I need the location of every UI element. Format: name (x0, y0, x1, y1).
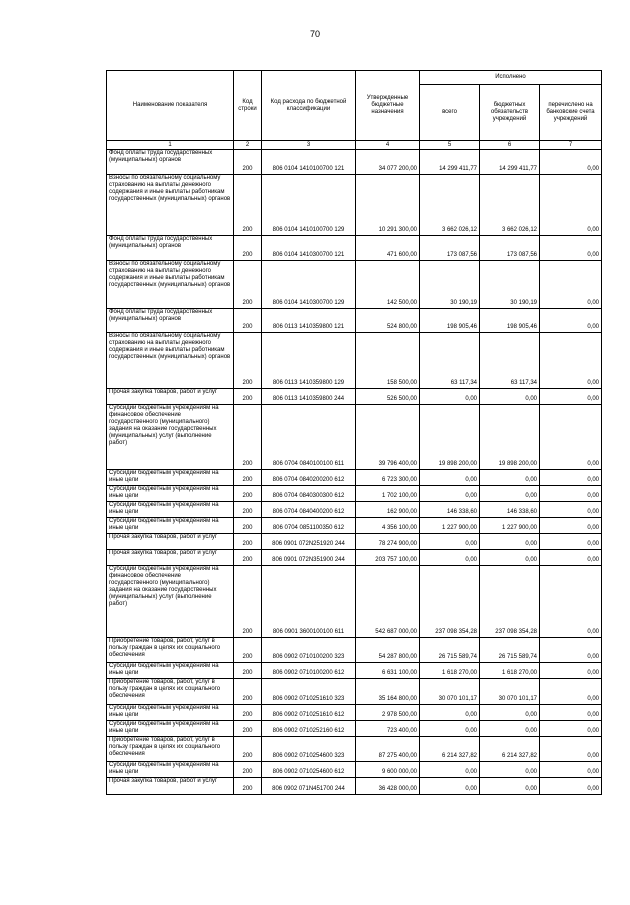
header-approved: Утвержденные бюджетные назначения (356, 71, 420, 141)
row-name: Субсидии бюджетным учреждениям на иные цели (107, 502, 234, 518)
table-row (107, 502, 602, 518)
row-executed-total: 14 299 411,77 (420, 150, 480, 175)
row-name: Прочая закупка товаров, работ и услуг (107, 389, 234, 405)
table-row (107, 550, 602, 566)
row-executed-institutions: 14 299 411,77 (480, 150, 540, 175)
row-transferred-amount: 0,00 (540, 150, 602, 175)
row-line-code: 200 (234, 309, 262, 333)
row-executed-institutions: 0,00 (480, 778, 540, 795)
row-name: Фонд оплаты труда государственных (муниципальных) органов (107, 236, 234, 261)
table-row (107, 175, 602, 236)
row-name: Субсидии бюджетным учреждениям на иные цели (107, 705, 234, 721)
row-executed-institutions: 198 905,46 (480, 309, 540, 333)
row-line-code: 200 (234, 705, 262, 721)
table-row (107, 261, 602, 309)
row-name: Прочая закупка товаров, работ и услуг (107, 778, 234, 795)
row-executed-institutions: 173 087,56 (480, 236, 540, 261)
row-budget-code: 806 0901 072N351900 244 (262, 550, 356, 566)
row-executed-total: 3 662 026,12 (420, 175, 480, 236)
row-approved-amount: 54 287 800,00 (356, 638, 420, 663)
row-budget-code: 806 0902 071N451700 244 (262, 778, 356, 795)
row-transferred-amount: 0,00 (540, 778, 602, 795)
row-executed-total: 0,00 (420, 389, 480, 405)
row-approved-amount: 35 164 800,00 (356, 679, 420, 705)
row-line-code: 200 (234, 550, 262, 566)
row-line-code: 200 (234, 236, 262, 261)
row-budget-code: 806 0704 0851100350 612 (262, 518, 356, 534)
row-executed-total: 19 898 200,00 (420, 405, 480, 470)
row-name: Приобретение товаров, работ, услуг в пользу граждан в целях их социального обеспечения (107, 737, 234, 762)
row-executed-total: 6 214 327,82 (420, 737, 480, 762)
page-number: 70 (309, 29, 320, 39)
header-institutions: бюджетных обязательств учреждений (480, 85, 540, 141)
row-name: Субсидии бюджетным учреждениям на иные цели (107, 518, 234, 534)
header-row-top (107, 71, 602, 85)
row-name: Субсидии бюджетным учреждениям на иные цели (107, 721, 234, 737)
row-transferred-amount: 0,00 (540, 679, 602, 705)
row-budget-code: 806 0704 0840200200 612 (262, 470, 356, 486)
row-approved-amount: 87 275 400,00 (356, 737, 420, 762)
row-line-code: 200 (234, 679, 262, 705)
row-approved-amount: 203 757 100,00 (356, 550, 420, 566)
row-name: Субсидии бюджетным учреждениям на иные цели (107, 486, 234, 502)
row-name: Приобретение товаров, работ, услуг в пользу граждан в целях их социального обеспечения (107, 638, 234, 663)
row-executed-total: 1 618 270,00 (420, 663, 480, 679)
table-row (107, 679, 602, 705)
row-executed-total: 0,00 (420, 486, 480, 502)
row-transferred-amount: 0,00 (540, 550, 602, 566)
row-approved-amount: 158 500,00 (356, 333, 420, 389)
column-number: 6 (480, 141, 540, 150)
row-approved-amount: 142 500,00 (356, 261, 420, 309)
row-approved-amount: 39 796 400,00 (356, 405, 420, 470)
row-executed-institutions: 0,00 (480, 550, 540, 566)
budget-execution-table (106, 70, 602, 795)
row-approved-amount: 1 702 100,00 (356, 486, 420, 502)
row-line-code: 200 (234, 486, 262, 502)
row-name: Взносы по обязательному социальному страхованию на выплаты денежного содержания и иные выплаты работникам государственных (муниципальных) органов (107, 333, 234, 389)
row-executed-total: 26 715 589,74 (420, 638, 480, 663)
row-approved-amount: 78 274 900,00 (356, 534, 420, 550)
header-transferred: перечислено на банковские счета учреждений (540, 85, 602, 141)
row-budget-code: 806 0104 1410300700 121 (262, 236, 356, 261)
table-row (107, 309, 602, 333)
row-name: Субсидии бюджетным учреждениям на иные цели (107, 663, 234, 679)
row-approved-amount: 36 428 000,00 (356, 778, 420, 795)
row-transferred-amount: 0,00 (540, 236, 602, 261)
row-line-code: 200 (234, 333, 262, 389)
table-row (107, 389, 602, 405)
row-name: Фонд оплаты труда государственных (муниципальных) органов (107, 309, 234, 333)
row-transferred-amount: 0,00 (540, 389, 602, 405)
row-executed-total: 173 087,56 (420, 236, 480, 261)
row-budget-code: 806 0902 0710252160 612 (262, 721, 356, 737)
row-name: Субсидии бюджетным учреждениям на финансовое обеспечение государственного (муниципального) задания на оказание государственных (муниципальных) услуг (выполнение работ) (107, 405, 234, 470)
row-budget-code: 806 0902 0710100200 323 (262, 638, 356, 663)
table-row (107, 638, 602, 663)
row-transferred-amount: 0,00 (540, 762, 602, 778)
row-executed-total: 0,00 (420, 534, 480, 550)
table-row (107, 705, 602, 721)
header-total: всего (420, 85, 480, 141)
row-approved-amount: 4 356 100,00 (356, 518, 420, 534)
row-transferred-amount: 0,00 (540, 470, 602, 486)
row-name: Субсидии бюджетным учреждениям на финансовое обеспечение государственного (муниципального) задания на оказание государственных (муниципальных) услуг (выполнение работ) (107, 566, 234, 638)
table-row (107, 236, 602, 261)
row-executed-institutions: 30 070 101,17 (480, 679, 540, 705)
row-executed-total: 146 338,60 (420, 502, 480, 518)
row-budget-code: 806 0704 0840100100 611 (262, 405, 356, 470)
column-number: 2 (234, 141, 262, 150)
row-executed-institutions: 63 117,34 (480, 333, 540, 389)
row-executed-institutions: 0,00 (480, 389, 540, 405)
row-transferred-amount: 0,00 (540, 405, 602, 470)
row-transferred-amount: 0,00 (540, 566, 602, 638)
table-row (107, 721, 602, 737)
row-executed-institutions: 0,00 (480, 470, 540, 486)
header-line-code: Код строки (234, 71, 262, 141)
row-line-code: 200 (234, 566, 262, 638)
row-line-code: 200 (234, 778, 262, 795)
row-budget-code: 806 0902 0710254600 612 (262, 762, 356, 778)
row-approved-amount: 542 687 000,00 (356, 566, 420, 638)
row-line-code: 200 (234, 721, 262, 737)
row-name: Прочая закупка товаров, работ и услуг (107, 534, 234, 550)
row-approved-amount: 10 291 300,00 (356, 175, 420, 236)
row-budget-code: 806 0902 0710251610 323 (262, 679, 356, 705)
table-row (107, 534, 602, 550)
row-executed-institutions: 0,00 (480, 762, 540, 778)
row-name: Субсидии бюджетным учреждениям на иные цели (107, 762, 234, 778)
row-name: Приобретение товаров, работ, услуг в пользу граждан в целях их социального обеспечения (107, 679, 234, 705)
row-name: Фонд оплаты труда государственных (муниципальных) органов (107, 150, 234, 175)
row-transferred-amount: 0,00 (540, 486, 602, 502)
table-row (107, 405, 602, 470)
row-line-code: 200 (234, 534, 262, 550)
table-row (107, 486, 602, 502)
column-number-row (107, 141, 602, 150)
row-approved-amount: 34 077 200,00 (356, 150, 420, 175)
table-row (107, 762, 602, 778)
row-line-code: 200 (234, 150, 262, 175)
row-name: Взносы по обязательному социальному страхованию на выплаты денежного содержания и иные выплаты работникам государственных (муниципальных) органов (107, 175, 234, 236)
row-executed-total: 0,00 (420, 550, 480, 566)
table-row (107, 150, 602, 175)
table-row (107, 518, 602, 534)
row-budget-code: 806 0113 1410359800 244 (262, 389, 356, 405)
row-executed-total: 0,00 (420, 721, 480, 737)
row-budget-code: 806 0704 0840400200 612 (262, 502, 356, 518)
row-approved-amount: 471 600,00 (356, 236, 420, 261)
row-executed-institutions: 1 618 270,00 (480, 663, 540, 679)
row-approved-amount: 6 723 300,00 (356, 470, 420, 486)
table-row (107, 470, 602, 486)
row-line-code: 200 (234, 762, 262, 778)
column-number: 7 (540, 141, 602, 150)
table-row (107, 663, 602, 679)
row-transferred-amount: 0,00 (540, 737, 602, 762)
row-transferred-amount: 0,00 (540, 705, 602, 721)
row-name: Субсидии бюджетным учреждениям на иные цели (107, 470, 234, 486)
table-row (107, 333, 602, 389)
row-transferred-amount: 0,00 (540, 502, 602, 518)
row-transferred-amount: 0,00 (540, 309, 602, 333)
row-approved-amount: 524 800,00 (356, 309, 420, 333)
row-executed-institutions: 237 098 354,28 (480, 566, 540, 638)
column-number: 5 (420, 141, 480, 150)
row-transferred-amount: 0,00 (540, 333, 602, 389)
row-budget-code: 806 0901 3600100100 611 (262, 566, 356, 638)
row-executed-institutions: 0,00 (480, 534, 540, 550)
row-line-code: 200 (234, 389, 262, 405)
row-executed-institutions: 6 214 327,82 (480, 737, 540, 762)
row-budget-code: 806 0104 1410100700 121 (262, 150, 356, 175)
row-transferred-amount: 0,00 (540, 638, 602, 663)
row-line-code: 200 (234, 737, 262, 762)
row-line-code: 200 (234, 470, 262, 486)
row-budget-code: 806 0902 0710100200 612 (262, 663, 356, 679)
row-executed-total: 0,00 (420, 705, 480, 721)
column-number: 3 (262, 141, 356, 150)
header-name: Наименование показателя (107, 71, 234, 141)
row-line-code: 200 (234, 405, 262, 470)
row-budget-code: 806 0104 1410100700 129 (262, 175, 356, 236)
row-budget-code: 806 0901 072N251920 244 (262, 534, 356, 550)
row-budget-code: 806 0104 1410300700 129 (262, 261, 356, 309)
row-transferred-amount: 0,00 (540, 261, 602, 309)
row-name: Взносы по обязательному социальному страхованию на выплаты денежного содержания и иные выплаты работникам государственных (муниципальных) органов (107, 261, 234, 309)
table-row (107, 566, 602, 638)
row-executed-total: 30 070 101,17 (420, 679, 480, 705)
row-approved-amount: 9 600 000,00 (356, 762, 420, 778)
row-budget-code: 806 0113 1410359800 129 (262, 333, 356, 389)
row-transferred-amount: 0,00 (540, 175, 602, 236)
row-line-code: 200 (234, 175, 262, 236)
row-executed-total: 30 190,19 (420, 261, 480, 309)
table-row (107, 778, 602, 795)
row-line-code: 200 (234, 663, 262, 679)
row-executed-institutions: 30 190,19 (480, 261, 540, 309)
row-name: Прочая закупка товаров, работ и услуг (107, 550, 234, 566)
row-executed-institutions: 26 715 589,74 (480, 638, 540, 663)
row-line-code: 200 (234, 261, 262, 309)
row-line-code: 200 (234, 638, 262, 663)
row-executed-total: 237 098 354,28 (420, 566, 480, 638)
column-number: 1 (107, 141, 234, 150)
row-budget-code: 806 0902 0710254600 323 (262, 737, 356, 762)
row-executed-institutions: 3 662 026,12 (480, 175, 540, 236)
row-transferred-amount: 0,00 (540, 534, 602, 550)
row-approved-amount: 526 500,00 (356, 389, 420, 405)
row-budget-code: 806 0902 0710251610 612 (262, 705, 356, 721)
row-approved-amount: 723 400,00 (356, 721, 420, 737)
row-executed-total: 0,00 (420, 470, 480, 486)
header-budget-code: Код расхода по бюджетной классификации (262, 71, 356, 141)
row-executed-total: 0,00 (420, 778, 480, 795)
row-line-code: 200 (234, 502, 262, 518)
row-executed-institutions: 19 898 200,00 (480, 405, 540, 470)
row-approved-amount: 6 631 100,00 (356, 663, 420, 679)
table-body (107, 150, 602, 795)
row-transferred-amount: 0,00 (540, 518, 602, 534)
row-budget-code: 806 0704 0840300300 612 (262, 486, 356, 502)
row-executed-total: 1 227 900,00 (420, 518, 480, 534)
row-executed-institutions: 0,00 (480, 486, 540, 502)
row-line-code: 200 (234, 518, 262, 534)
header-executed: Исполнено (420, 71, 602, 85)
table-row (107, 737, 602, 762)
row-transferred-amount: 0,00 (540, 721, 602, 737)
row-transferred-amount: 0,00 (540, 663, 602, 679)
row-executed-total: 198 905,46 (420, 309, 480, 333)
row-executed-institutions: 146 338,60 (480, 502, 540, 518)
row-budget-code: 806 0113 1410359800 121 (262, 309, 356, 333)
row-approved-amount: 162 900,00 (356, 502, 420, 518)
row-executed-institutions: 0,00 (480, 705, 540, 721)
row-approved-amount: 2 978 500,00 (356, 705, 420, 721)
row-executed-institutions: 0,00 (480, 721, 540, 737)
column-number: 4 (356, 141, 420, 150)
row-executed-institutions: 1 227 900,00 (480, 518, 540, 534)
row-executed-total: 63 117,34 (420, 333, 480, 389)
row-executed-total: 0,00 (420, 762, 480, 778)
